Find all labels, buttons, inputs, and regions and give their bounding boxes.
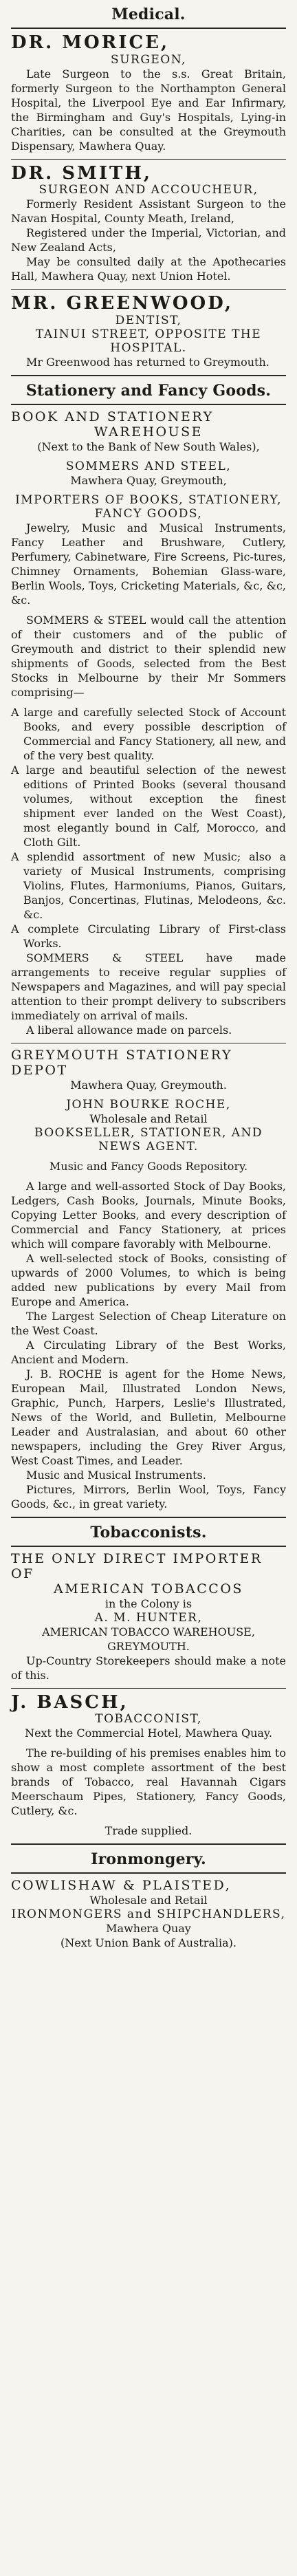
ad-address: Next the Commercial Hotel, Mawhera Quay.	[25, 1727, 272, 1740]
ad-title-2: WAREHOUSE	[94, 424, 204, 440]
ad-goods: Jewelry, Music and Musical Instruments, Fancy Leather and Brushware, Cutlery, Perfumery, Cabinetware, Fire Screens, Pic-tures, Chimney Ornaments, Bohemian Glass-ware, Berlin Wools, Toys, Cricketing Materials, &c, &c, &c.	[11, 521, 286, 607]
ad-basch	[7, 1689, 290, 1844]
ad-address: Mawhera Quay, Greymouth,	[70, 473, 227, 487]
ad-sub: (Next to the Bank of New South Wales),	[37, 440, 260, 453]
section-heading-stationery: Stationery and Fancy Goods.	[25, 381, 272, 400]
ad-paragraph: J. B. ROCHE is agent for the Home News, European Mail, Illustrated London News, Graphic, Punch, Harpers, Leslie's Illustrated, News of the World, and Bulletin, Melbourne Leader and Australasian, and about 60 other newspapers, including the Grey River Argus, West Coast Times, and Leader.	[11, 1367, 286, 1467]
ad-intro: SOMMERS & STEEL would call the attention of their customers and of the public of Greymouth and district to their splendid new shipments of Goods, selected from the Best Stocks in Melbourne by their Mr Sommers comprising—	[11, 613, 286, 699]
ad-firm-name: SOMMERS AND STEEL,	[65, 459, 232, 473]
ad-notice: SOMMERS & STEEL have made arrangements to receive regular supplies of Newspapers and Magazines, and will pay special attention to their prompt delivery to subscribers immediately on arrival of mails.	[11, 951, 286, 1022]
ad-body: The re-building of his premises enables him to show a most complete assortment of the best brands of Tobacco, real Havannah Cigars Meerschaum Pipes, Stationery, Fancy Goods, Cutlery, &c.	[11, 1746, 286, 1818]
ad-title: MR. GREENWOOD,	[11, 293, 233, 314]
ad-body-3: May be consulted daily at the Apothecaries Hall, Mawhera Quay, next Union Hotel.	[11, 255, 286, 283]
ad-address: AMERICAN TOBACCO WAREHOUSE, GREYMOUTH.	[42, 1625, 255, 1653]
ad-trade: BOOKSELLER, STATIONER, AND NEWS AGENT.	[34, 1125, 263, 1154]
ad-paragraph: Pictures, Mirrors, Berlin Wool, Toys, Fancy Goods, &c., in great variety.	[11, 1482, 286, 1511]
ad-title: THE ONLY DIRECT IMPORTER OF	[11, 1550, 263, 1581]
ad-firm-name: JOHN BOURKE ROCHE,	[66, 1097, 231, 1112]
ad-firm-name: A. M. HUNTER,	[94, 1610, 203, 1625]
ad-importers: IMPORTERS OF BOOKS, STATIONERY, FANCY GOODS,	[15, 493, 282, 521]
ad-title: DR. MORICE,	[11, 32, 170, 53]
list-item: A large and carefully selected Stock of Account Books, and every possible description of Commercial and Fancy Stationery, all new, and of the very best quality.	[11, 705, 286, 762]
ad-smith	[7, 160, 290, 290]
ad-address-2: (Next Union Bank of Australia).	[60, 1936, 236, 1950]
ad-note: Up-Country Storekeepers should make a note of this.	[11, 1654, 286, 1682]
ad-sub: in the Colony is	[104, 1597, 192, 1610]
ad-trade: IRONMONGERS and SHIPCHANDLERS,	[11, 1907, 286, 1922]
section-heading-tobacconists: Tobacconists.	[90, 1523, 207, 1541]
ad-paragraph: A Circulating Library of the Best Works, Ancient and Modern.	[11, 1338, 286, 1366]
ad-address-2: HOSPITAL.	[110, 340, 187, 355]
ad-address-1: TAINUI STREET, OPPOSITE THE	[35, 327, 262, 341]
ad-address: Mawhera Quay	[106, 1922, 191, 1936]
ad-title-2: AMERICAN TOBACCOS	[54, 1581, 243, 1597]
ad-paragraph: A well-selected stock of Books, consisting of upwards of 2000 Volumes, to which is being added new publications by every Mail from Europe and America.	[11, 1251, 286, 1308]
ad-depot: Music and Fancy Goods Repository.	[49, 1159, 248, 1173]
ad-cowlishaw	[7, 1874, 290, 1956]
ad-sub: Wholesale and Retail	[89, 1894, 208, 1907]
ad-morice	[7, 29, 290, 159]
section-heading-ironmongery: Ironmongery.	[91, 1850, 206, 1869]
list-item: A splendid assortment of new Music; also a variety of Musical Instruments, comprising Violins, Flutes, Harmoniums, Pianos, Guitars, Banjos, Concertinas, Flutinas, Melodeons, &c. &c.	[11, 849, 286, 921]
ad-paragraph: Music and Musical Instruments.	[26, 1468, 206, 1482]
ad-body: Late Surgeon to the s.s. Great Britain, formerly Surgeon to the Northampton General Hospital, the Liverpool Eye and Ear Infirmary, the Birmingham and Guy's Hospitals, Lying-in Charities, can be consulted at the Greymouth Dispensary, Mawhera Quay.	[11, 67, 286, 153]
ad-role: DENTIST,	[115, 313, 182, 327]
ad-sub: Wholesale and Retail	[89, 1112, 208, 1125]
ad-trade: Trade supplied.	[104, 1824, 192, 1838]
ad-role: SURGEON AND ACCOUCHEUR,	[38, 183, 258, 197]
ad-title: BOOK AND STATIONERY	[11, 409, 214, 424]
ad-roche	[7, 1043, 290, 1517]
ad-title: COWLISHAW & PLAISTED,	[11, 1878, 232, 1894]
ad-allowance: A liberal allowance made on parcels.	[26, 1023, 232, 1037]
ad-role: SURGEON,	[111, 52, 186, 67]
ad-address: Mawhera Quay, Greymouth.	[70, 1078, 227, 1092]
ad-title: DR. SMITH,	[11, 162, 152, 184]
ad-body-1: Formerly Resident Assistant Surgeon to the Navan Hospital, County Meath, Ireland,	[11, 197, 286, 226]
ad-hunter	[7, 1547, 290, 1688]
ad-paragraph: The Largest Selection of Cheap Literature on the West Coast.	[11, 1309, 286, 1337]
list-item: A large and beautiful selection of the newest editions of Printed Books (several thousand volumes, without exception the finest shipment ever landed on the West Coast), most elegantly bound in Calf, Morocco, and Cloth Gilt.	[11, 763, 286, 849]
ad-body-2: Registered under the Imperial, Victorian, and New Zealand Acts,	[11, 226, 286, 255]
ad-paragraph: A large and well-assorted Stock of Day Books, Ledgers, Cash Books, Journals, Minute Books, Copying Letter Books, and every description of Commercial and Fancy Stationery, at prices which will compare favorably with Melbourne.	[11, 1179, 286, 1251]
list-item: A complete Circulating Library of First-class Works.	[11, 922, 286, 950]
ad-greenwood	[7, 290, 290, 375]
ad-title: J. BASCH,	[11, 1691, 129, 1713]
ad-note: Mr Greenwood has returned to Greymouth.	[26, 355, 270, 369]
section-heading-medical: Medical.	[111, 6, 186, 23]
ad-role: TOBACCONIST,	[95, 1712, 202, 1727]
ad-title: GREYMOUTH STATIONERY DEPOT	[11, 1047, 233, 1078]
ad-sommers-steel	[7, 405, 290, 1043]
